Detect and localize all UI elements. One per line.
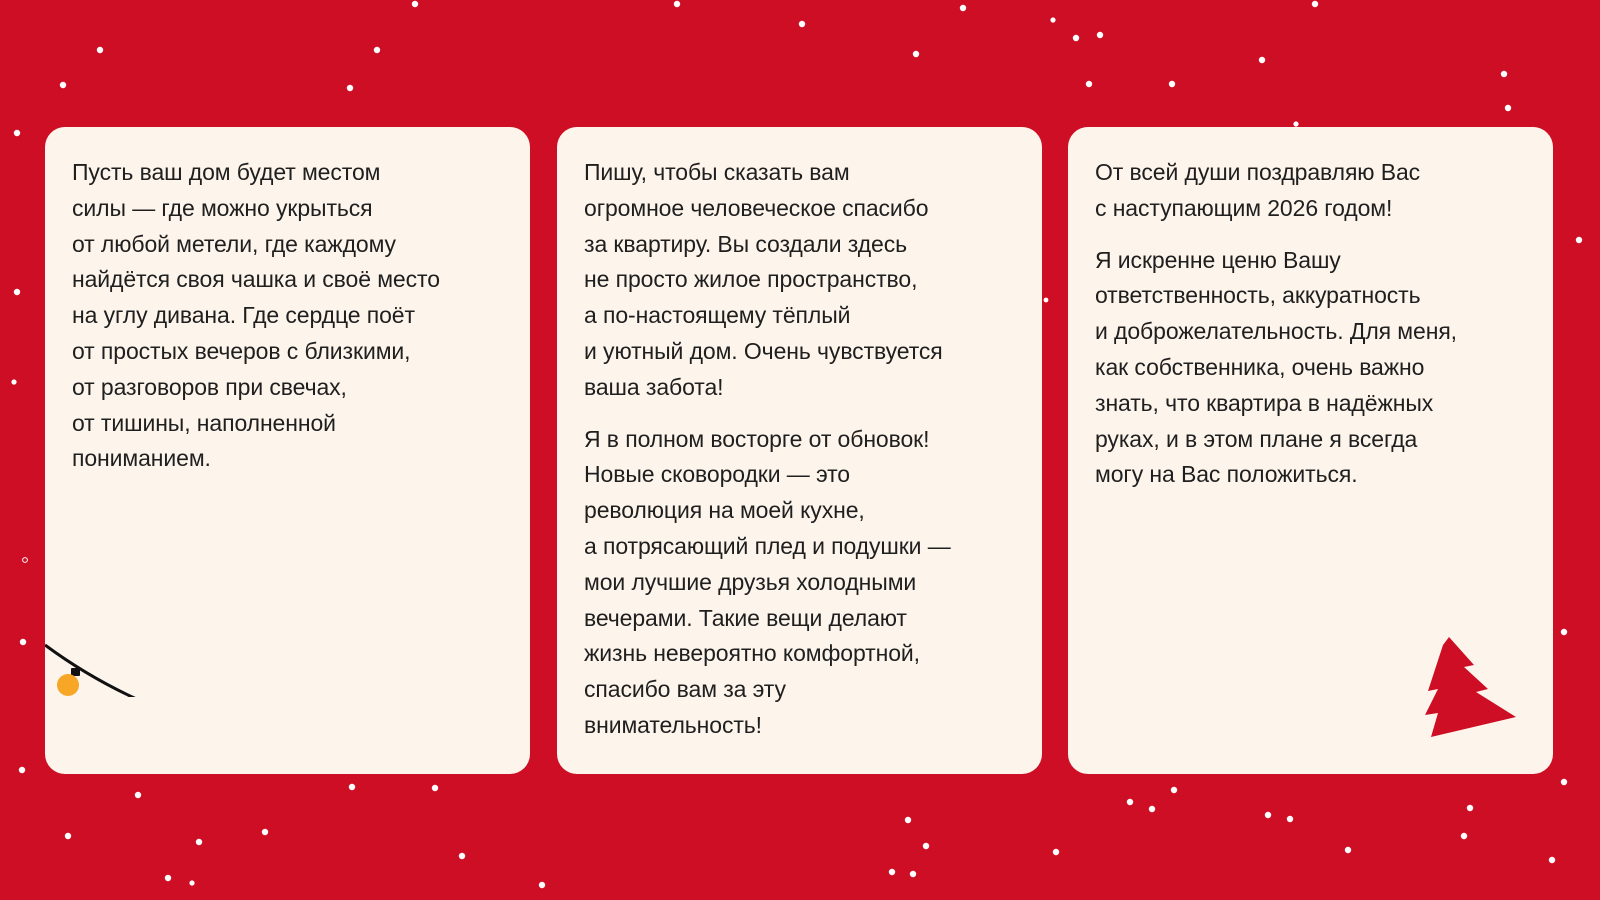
- greeting-card-1: [45, 127, 530, 774]
- card-2-paragraph-2: Я в полном восторге от обновок! Новые сковородки — это революция на моей кухне, а потрясающий плед и подушки — мои лучшие друзья холодными вечерами. Такие вещи делают жизнь невероятно комфортной, спасибо вам за эту внимательность!: [584, 425, 951, 738]
- card-1-paragraph-1: Пусть ваш дом будет местом силы — где можно укрыться от любой метели, где каждому найдётся своя чашка и своё место на углу дивана. Где сердце поёт от простых вечеров с близкими, от разговоров при свечах, от тишины, наполненной пониманием.: [72, 159, 440, 472]
- garland-icon: [45, 517, 530, 697]
- greeting-card-2: [557, 127, 1042, 774]
- greeting-card-3: [1068, 127, 1553, 774]
- card-3-paragraph-1: От всей души поздравляю Вас с наступающим 2026 годом!: [1095, 159, 1421, 221]
- christmas-tree-icon: [1416, 637, 1516, 747]
- card-3-paragraph-2: Я искренне ценю Вашу ответственность, аккуратность и доброжелательность. Для меня, как собственника, очень важно знать, что квартира в надёжных руках, и в этом плане я всегда могу на Вас положиться.: [1095, 246, 1457, 488]
- card-2-paragraph-1: Пишу, чтобы сказать вам огромное человеческое спасибо за квартиру. Вы создали здесь не просто жилое пространство, а по-настоящему тёплый и уютный дом. Очень чувствуется ваша забота!: [584, 159, 943, 400]
